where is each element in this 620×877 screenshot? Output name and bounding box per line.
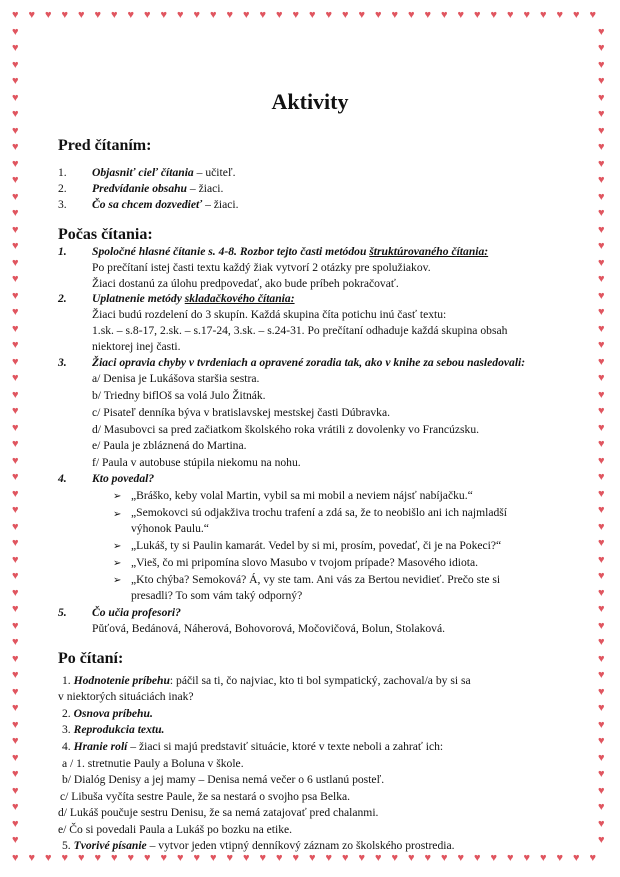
heart-icon: ♥ xyxy=(490,9,498,21)
list-number: 3. xyxy=(58,356,67,369)
heart-icon: ♥ xyxy=(12,273,19,285)
heart-icon: ♥ xyxy=(12,9,19,21)
heart-icon: ♥ xyxy=(598,685,605,698)
heart-icon: ♥ xyxy=(598,586,605,599)
text-line: v niektorých situáciách inak? xyxy=(58,690,194,703)
heart-icon: ♥ xyxy=(243,9,250,21)
heart-icon: ♥ xyxy=(358,9,366,21)
heart-icon: ♥ xyxy=(12,42,19,54)
list-item: 2. Osnova príbehu. xyxy=(62,707,153,720)
list-item: Spoločné hlasné čítanie s. 4-8. Rozbor tejto časti metódou štruktúrovaného čítania: xyxy=(92,245,489,258)
heart-icon: ♥ xyxy=(598,553,605,566)
heart-icon: ♥ xyxy=(598,438,605,450)
heart-icon: ♥ xyxy=(598,91,605,104)
heart-icon: ♥ xyxy=(598,454,605,467)
heart-icon: ♥ xyxy=(457,852,465,864)
arrow-bullet-icon: ➢ xyxy=(113,558,122,569)
page-title: Aktivity xyxy=(271,89,349,114)
heart-icon: ♥ xyxy=(598,190,605,203)
heart-icon: ♥ xyxy=(556,852,564,864)
heart-icon: ♥ xyxy=(573,852,580,864)
heart-icon: ♥ xyxy=(12,108,19,120)
heart-icon: ♥ xyxy=(276,9,283,21)
heart-icon: ♥ xyxy=(12,669,19,681)
heart-icon: ♥ xyxy=(598,141,605,153)
heart-icon: ♥ xyxy=(598,388,605,401)
heart-icon: ♥ xyxy=(12,619,19,632)
heart-icon: ♥ xyxy=(45,852,52,864)
heart-icon: ♥ xyxy=(598,306,605,318)
heart-icon: ♥ xyxy=(12,306,19,318)
heart-icon: ♥ xyxy=(598,636,605,648)
heart-icon: ♥ xyxy=(598,504,605,516)
heart-icon: ♥ xyxy=(12,256,19,269)
heart-icon: ♥ xyxy=(12,322,19,335)
list-item: Predvídanie obsahu – žiaci. xyxy=(92,182,224,195)
heart-icon: ♥ xyxy=(12,834,19,846)
heart-icon: ♥ xyxy=(598,372,605,384)
quote-line: „Kto chýba? Semoková? Á, vy ste tam. Ani vás za Bertou nevidieť. Prečo ste si xyxy=(131,573,501,586)
list-item: Čo učia profesori? xyxy=(92,606,181,619)
heart-icon: ♥ xyxy=(243,852,250,864)
heart-icon: ♥ xyxy=(441,852,448,864)
text-line: Žiaci dostanú za úlohu predpovedať, ako bude príbeh pokračovať. xyxy=(92,277,399,290)
quote-line: „Bráško, keby volal Martin, vybil sa mi mobil a neviem nájsť nabíjačku.“ xyxy=(131,489,473,502)
heart-icon: ♥ xyxy=(457,9,465,21)
heart-icon: ♥ xyxy=(598,322,605,335)
list-number: 5. xyxy=(58,606,67,619)
quote-line: „Vieš, čo mi pripomína slovo Masubo v tvojom prípade? Masového idiota. xyxy=(131,556,479,569)
list-item: Uplatnenie metódy skladačkového čítania: xyxy=(92,292,295,305)
heart-icon: ♥ xyxy=(94,9,102,21)
heart-icon: ♥ xyxy=(259,9,267,21)
heart-icon: ♥ xyxy=(226,9,234,21)
heart-icon: ♥ xyxy=(598,751,605,764)
heart-icon: ♥ xyxy=(408,852,415,864)
heart-icon: ♥ xyxy=(598,42,605,54)
heart-icon: ♥ xyxy=(12,421,19,434)
heart-icon: ♥ xyxy=(598,256,605,269)
heart-icon: ♥ xyxy=(226,852,234,864)
heart-icon: ♥ xyxy=(598,75,605,87)
heart-icon: ♥ xyxy=(12,636,19,648)
text-line: niektorej inej časti. xyxy=(92,340,181,353)
heart-icon: ♥ xyxy=(598,174,605,186)
heart-icon: ♥ xyxy=(325,852,333,864)
heart-icon: ♥ xyxy=(160,9,168,21)
text-line: b/ Triedny biflOš sa volá Julo Žitnák. xyxy=(92,389,266,402)
heart-icon: ♥ xyxy=(12,405,19,417)
quote-line: presadli? To som vám taký odporný? xyxy=(131,589,303,602)
heart-icon: ♥ xyxy=(598,669,605,681)
heart-icon: ♥ xyxy=(424,852,432,864)
heart-icon: ♥ xyxy=(276,852,283,864)
list-number: 3. xyxy=(58,198,67,211)
heading-pocas-citania: Počas čítania: xyxy=(58,226,153,243)
heart-icon: ♥ xyxy=(342,852,349,864)
list-number: 2. xyxy=(58,292,67,305)
heart-icon: ♥ xyxy=(598,570,605,582)
heart-icon: ♥ xyxy=(507,852,514,864)
heart-icon: ♥ xyxy=(598,718,605,731)
heart-icon: ♥ xyxy=(12,190,19,203)
heart-icon: ♥ xyxy=(12,355,19,368)
heart-icon: ♥ xyxy=(474,852,481,864)
heart-icon: ♥ xyxy=(598,834,605,846)
heart-icon: ♥ xyxy=(598,471,605,483)
list-item: 4. Hranie rolí – žiaci si majú predstaviť situácie, ktoré v texte neboli a zahrať ich: xyxy=(62,740,444,753)
heart-icon: ♥ xyxy=(598,405,605,417)
heart-icon: ♥ xyxy=(12,174,19,186)
quote-line: „Semokovci sú odjakživa trochu trafení a zdá sa, že to neobišlo ani ich najmladší xyxy=(131,506,508,519)
list-item: 1. Hodnotenie príbehu: páčil sa ti, čo najviac, kto ti bol sympatický, zachoval/a by si sa xyxy=(62,674,471,687)
heart-icon: ♥ xyxy=(12,586,19,599)
arrow-bullet-icon: ➢ xyxy=(113,491,122,502)
heart-icon: ♥ xyxy=(12,817,19,830)
heart-icon: ♥ xyxy=(598,603,605,615)
heart-icon: ♥ xyxy=(589,9,597,21)
heart-icon: ♥ xyxy=(598,25,605,38)
heart-icon: ♥ xyxy=(111,9,118,21)
heart-icon: ♥ xyxy=(375,9,382,21)
heart-icon: ♥ xyxy=(325,9,333,21)
heart-icon: ♥ xyxy=(12,207,19,219)
heart-icon: ♥ xyxy=(598,520,605,533)
text-line: c/ Libuša vyčíta sestre Paule, že sa nestará o svojho psa Belka. xyxy=(60,790,351,803)
heart-icon: ♥ xyxy=(598,768,605,780)
heart-icon: ♥ xyxy=(12,124,19,137)
heart-icon: ♥ xyxy=(598,223,605,236)
heart-icon: ♥ xyxy=(598,289,605,302)
heart-icon: ♥ xyxy=(391,9,399,21)
heart-icon: ♥ xyxy=(441,9,448,21)
heart-icon: ♥ xyxy=(12,289,19,302)
heart-icon: ♥ xyxy=(598,784,605,797)
heart-icon: ♥ xyxy=(12,25,19,38)
heart-icon: ♥ xyxy=(12,702,19,714)
heart-icon: ♥ xyxy=(12,157,19,170)
heart-icon: ♥ xyxy=(78,9,85,21)
heart-icon: ♥ xyxy=(12,685,19,698)
heart-icon: ♥ xyxy=(12,223,19,236)
heart-icon: ♥ xyxy=(12,768,19,780)
heart-icon: ♥ xyxy=(507,9,514,21)
heart-icon: ♥ xyxy=(598,487,605,500)
heart-icon: ♥ xyxy=(598,240,605,252)
heart-icon: ♥ xyxy=(523,852,531,864)
text-line: d/ Masubovci sa pred začiatkom školského roka vrátili z dovolenky vo Francúzsku. xyxy=(92,423,480,436)
arrow-bullet-icon: ➢ xyxy=(113,541,122,552)
heart-icon: ♥ xyxy=(598,58,605,71)
heart-icon: ♥ xyxy=(12,553,19,566)
text-line: 1.sk. – s.8-17, 2.sk. – s.17-24, 3.sk. – s.24-31. Po prečítaní odhaduje každá skupina obsah xyxy=(92,324,508,337)
arrow-bullet-icon: ➢ xyxy=(113,575,122,586)
heart-icon: ♥ xyxy=(598,801,605,813)
heart-icon: ♥ xyxy=(540,852,547,864)
heart-icon: ♥ xyxy=(598,619,605,632)
heart-icon: ♥ xyxy=(193,852,201,864)
heart-icon: ♥ xyxy=(144,9,151,21)
list-item: Čo sa chcem dozvedieť – žiaci. xyxy=(92,198,239,211)
text-line: e/ Čo si povedali Paula a Lukáš po bozku na etike. xyxy=(58,823,293,836)
heart-icon: ♥ xyxy=(127,9,135,21)
text-line: Po prečítaní istej časti textu každý žiak vytvorí 2 otázky pre spolužiakov. xyxy=(92,261,431,274)
heart-icon: ♥ xyxy=(12,735,19,747)
heart-icon: ♥ xyxy=(598,652,605,665)
heart-icon: ♥ xyxy=(598,735,605,747)
heart-icon: ♥ xyxy=(408,9,415,21)
text-line: f/ Paula v autobuse stúpila niekomu na nohu. xyxy=(92,456,301,469)
heart-icon: ♥ xyxy=(12,75,19,87)
heading-po-citani: Po čítaní: xyxy=(58,650,124,667)
heart-icon: ♥ xyxy=(12,58,19,71)
list-item: Žiaci opravia chyby v tvrdeniach a opravené zoradia tak, ako v knihe za sebou nasledovali: xyxy=(92,356,526,369)
heart-icon: ♥ xyxy=(556,9,564,21)
heart-icon: ♥ xyxy=(12,388,19,401)
list-item: 3. Reprodukcia textu. xyxy=(62,723,165,736)
heart-icon: ♥ xyxy=(474,9,481,21)
list-item: 5. Tvorivé písanie – vytvor jeden vtipný denníkový záznam zo školského prostredia. xyxy=(62,839,455,852)
heart-icon: ♥ xyxy=(259,852,267,864)
list-item: Objasniť cieľ čítania – učiteľ. xyxy=(92,166,236,179)
heart-icon: ♥ xyxy=(292,852,300,864)
heart-icon: ♥ xyxy=(292,9,300,21)
quote-line: výhonok Paulu.“ xyxy=(131,522,209,535)
heart-icon: ♥ xyxy=(589,852,597,864)
heart-icon: ♥ xyxy=(598,702,605,714)
text-line: e/ Paula je zbláznená do Martina. xyxy=(92,439,247,452)
heart-icon: ♥ xyxy=(28,852,36,864)
heart-icon: ♥ xyxy=(12,751,19,764)
heart-icon: ♥ xyxy=(160,852,168,864)
heart-icon: ♥ xyxy=(598,157,605,170)
heart-icon: ♥ xyxy=(12,652,19,665)
heart-icon: ♥ xyxy=(193,9,201,21)
text-line: c/ Pisateľ denníka býva v bratislavskej mestskej časti Dúbravka. xyxy=(92,406,391,419)
heart-icon: ♥ xyxy=(342,9,349,21)
heart-icon: ♥ xyxy=(61,852,69,864)
heart-icon: ♥ xyxy=(309,852,316,864)
heart-icon: ♥ xyxy=(210,852,217,864)
heart-icon: ♥ xyxy=(12,784,19,797)
heart-icon: ♥ xyxy=(391,852,399,864)
heart-icon: ♥ xyxy=(28,9,36,21)
heart-icon: ♥ xyxy=(540,9,547,21)
heart-icon: ♥ xyxy=(598,124,605,137)
heart-icon: ♥ xyxy=(12,852,19,864)
heart-icon: ♥ xyxy=(45,9,52,21)
heart-icon: ♥ xyxy=(598,207,605,219)
text-line: Žiaci budú rozdelení do 3 skupín. Každá skupina číta potichu inú časť textu: xyxy=(92,308,447,321)
heart-icon: ♥ xyxy=(12,801,19,813)
heart-icon: ♥ xyxy=(12,372,19,384)
heart-icon: ♥ xyxy=(94,852,102,864)
heart-icon: ♥ xyxy=(12,520,19,533)
heart-icon: ♥ xyxy=(598,537,605,549)
heart-icon: ♥ xyxy=(177,9,184,21)
heart-icon: ♥ xyxy=(424,9,432,21)
heart-icon: ♥ xyxy=(523,9,531,21)
list-number: 2. xyxy=(58,182,67,195)
heart-icon: ♥ xyxy=(111,852,118,864)
heart-icon: ♥ xyxy=(358,852,366,864)
heart-icon: ♥ xyxy=(598,421,605,434)
text-line: d/ Lukáš poučuje sestru Denisu, že sa nemá zatajovať pred chalanmi. xyxy=(58,806,379,819)
heart-icon: ♥ xyxy=(12,141,19,153)
heart-icon: ♥ xyxy=(144,852,151,864)
heart-icon: ♥ xyxy=(598,355,605,368)
heart-icon: ♥ xyxy=(12,487,19,500)
heart-icon: ♥ xyxy=(12,240,19,252)
heart-icon: ♥ xyxy=(573,9,580,21)
quote-line: „Lukáš, ty si Paulin kamarát. Vedel by si mi, prosím, povedať, či je na Pokeci?“ xyxy=(131,539,502,552)
heart-icon: ♥ xyxy=(598,817,605,830)
heart-icon: ♥ xyxy=(12,718,19,731)
heart-icon: ♥ xyxy=(12,438,19,450)
list-number: 1. xyxy=(58,166,67,179)
heart-icon: ♥ xyxy=(12,471,19,483)
heart-icon: ♥ xyxy=(12,454,19,467)
heart-icon: ♥ xyxy=(375,852,382,864)
text-line: a / 1. stretnutie Pauly a Boluna v škole. xyxy=(62,757,244,770)
heart-icon: ♥ xyxy=(61,9,69,21)
heading-pred-citanim: Pred čítaním: xyxy=(58,137,152,154)
heart-icon: ♥ xyxy=(210,9,217,21)
text-line: a/ Denisa je Lukášova staršia sestra. xyxy=(92,372,260,385)
list-number: 4. xyxy=(58,472,67,485)
heart-icon: ♥ xyxy=(12,504,19,516)
heart-icon: ♥ xyxy=(12,537,19,549)
heart-icon: ♥ xyxy=(598,273,605,285)
heart-icon: ♥ xyxy=(598,108,605,120)
heart-icon: ♥ xyxy=(12,91,19,104)
heart-icon: ♥ xyxy=(12,603,19,615)
text-line: b/ Dialóg Denisy a jej mamy – Denisa nemá večer o 6 ustlanú posteľ. xyxy=(62,773,385,786)
list-number: 1. xyxy=(58,245,67,258)
heart-icon: ♥ xyxy=(177,852,184,864)
heart-icon: ♥ xyxy=(12,339,19,351)
heart-icon: ♥ xyxy=(309,9,316,21)
heart-icon: ♥ xyxy=(78,852,85,864)
list-item: Kto povedal? xyxy=(92,472,155,485)
heart-icon: ♥ xyxy=(127,852,135,864)
text-line: Pŭťová, Bedánová, Náherová, Bohovorová, Močovičová, Bolun, Stolaková. xyxy=(92,622,446,635)
heart-icon: ♥ xyxy=(490,852,498,864)
heart-icon: ♥ xyxy=(12,570,19,582)
arrow-bullet-icon: ➢ xyxy=(113,509,122,520)
heart-icon: ♥ xyxy=(598,339,605,351)
